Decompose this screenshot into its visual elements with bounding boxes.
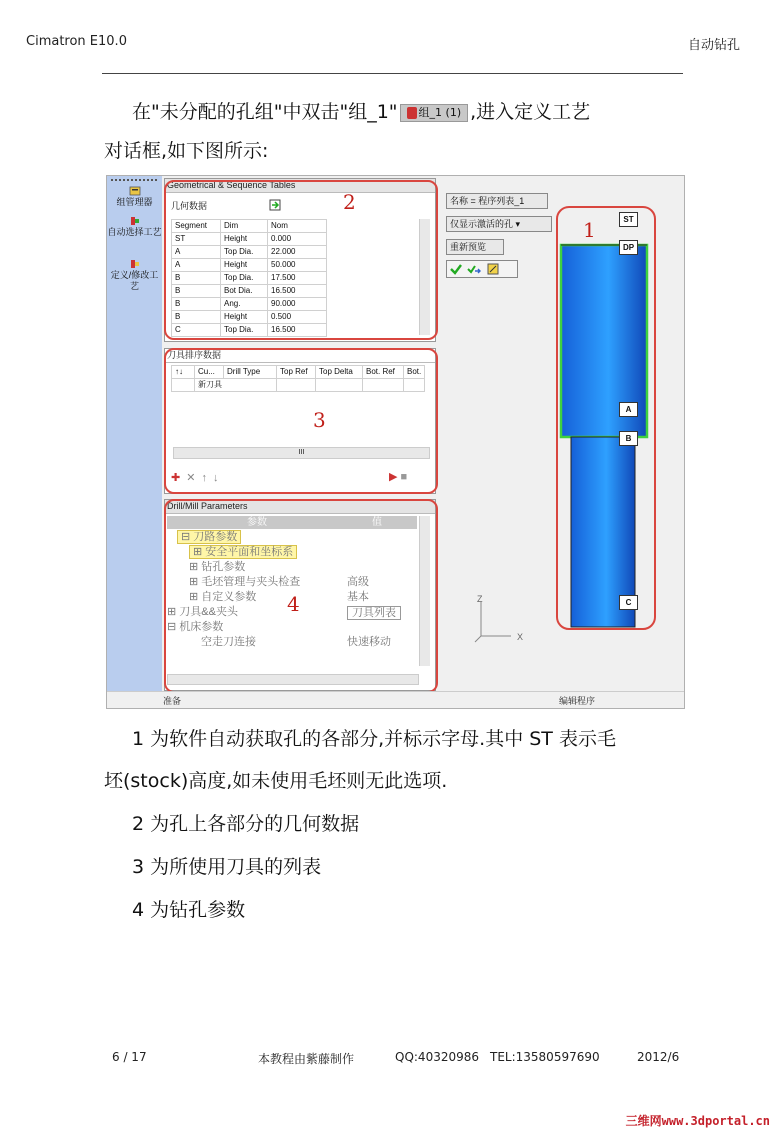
geometry-subtitle: 几何数据 (171, 201, 208, 211)
table-cell[interactable]: A (172, 259, 221, 272)
move-down-icon[interactable]: ↓ (212, 472, 225, 484)
col-header: Drill Type (224, 366, 277, 379)
callout-3: 3 (313, 408, 326, 432)
table-cell[interactable]: B (172, 285, 221, 298)
geometry-panel-title: Geometrical & Sequence Tables (165, 179, 435, 193)
move-up-icon[interactable]: ↑ (201, 472, 213, 484)
footer-page: 6 / 17 (112, 1050, 147, 1064)
table-cell[interactable]: B (172, 298, 221, 311)
table-cell[interactable]: 17.500 (268, 272, 327, 285)
chevron-down-icon: ▾ (515, 219, 521, 229)
watermark-logo: 三维网www.3dportal.cn (625, 1114, 770, 1128)
table-cell[interactable]: Bot Dia. (221, 285, 268, 298)
ok-check-icon[interactable] (450, 263, 462, 275)
cimatron-dialog-screenshot (106, 175, 685, 709)
tag-a[interactable]: A (619, 402, 638, 417)
table-cell[interactable]: B (172, 311, 221, 324)
tool-hscrollbar[interactable]: III (173, 447, 430, 459)
tag-b[interactable]: B (619, 431, 638, 446)
table-cell[interactable]: 50.000 (268, 259, 327, 272)
item-4: 4 为钻孔参数 (132, 899, 246, 921)
callout-1: 1 (583, 218, 596, 242)
callout-4: 4 (287, 592, 300, 616)
param-value: 快速移动 (347, 636, 391, 648)
intro-line-1 (132, 97, 590, 124)
item-3: 3 为所使用刀具的列表 (132, 856, 322, 878)
status-bar (107, 691, 684, 709)
axis-z-label: Z (477, 594, 483, 604)
sidebar-item-auto-process[interactable] (107, 216, 162, 238)
intro-line-2: 对话框,如下图所示: (104, 140, 269, 162)
param-value: 基本 (347, 591, 369, 603)
table-cell[interactable]: 16.500 (268, 324, 327, 337)
table-cell[interactable]: C (172, 324, 221, 337)
table-cell[interactable]: 0.500 (268, 311, 327, 324)
define-process-icon (129, 259, 141, 269)
add-tool-icon[interactable]: ✚ (171, 472, 187, 484)
delete-tool-icon[interactable]: ✕ (186, 472, 202, 484)
sort-icons-cell[interactable]: ↑↓ (172, 366, 195, 379)
footer-date: 2012/6 (637, 1050, 680, 1064)
table-cell[interactable]: B (172, 272, 221, 285)
footer-author: 本教程由紫藤制作 (258, 1052, 355, 1066)
left-sidebar (107, 176, 162, 696)
callout-2: 2 (343, 190, 356, 214)
dropdown-value: 仅显示激活的孔 (450, 219, 514, 229)
table-cell[interactable]: Top Dia. (221, 246, 268, 259)
hole-filter-dropdown[interactable] (446, 216, 552, 232)
table-cell[interactable]: 0.000 (268, 233, 327, 246)
header-left: Cimatron E10.0 (26, 34, 127, 49)
repreview-button[interactable]: 重新预览 (446, 239, 504, 255)
intro-after: ,进入定义工艺 (470, 101, 591, 123)
axis-x-label: X (517, 632, 524, 642)
params-col-value: 值 (372, 517, 382, 528)
param-label: ⊞ 刀具&&夹头 (167, 606, 238, 618)
item-1-line-2: 坯(stock)高度,如未使用毛坯则无此选项. (104, 770, 448, 792)
status-right: 编辑程序 (559, 696, 596, 706)
table-cell[interactable]: Height (221, 259, 268, 272)
footer-qq: QQ:40320986 (395, 1050, 480, 1064)
param-label: 空走刀连接 (201, 636, 256, 648)
table-cell[interactable]: Height (221, 311, 268, 324)
col-header: Cu... (195, 366, 224, 379)
table-cell[interactable]: 22.000 (268, 246, 327, 259)
footer-tel: TEL:13580597690 (490, 1050, 600, 1064)
hole-preview (555, 203, 659, 633)
tool-export-icon[interactable]: ■ (400, 471, 408, 483)
table-cell[interactable]: 90.000 (268, 298, 327, 311)
group-manager-icon (129, 186, 141, 196)
col-header: Nom (268, 220, 327, 233)
status-left: 准备 (163, 696, 182, 706)
apply-check-icon[interactable] (467, 263, 481, 275)
item-2: 2 为孔上各部分的几何数据 (132, 813, 360, 835)
col-header: Top Ref (277, 366, 316, 379)
sidebar-grip (111, 179, 157, 183)
header-right: 自动钻孔 (688, 38, 741, 53)
table-cell[interactable]: Ang. (221, 298, 268, 311)
options-icon[interactable] (487, 263, 499, 275)
item-1-line-1: 1 为软件自动获取孔的各部分,并标示字母.其中 ST 表示毛 (132, 728, 616, 750)
param-label: ⊞ 钻孔参数 (189, 561, 246, 573)
program-name-field[interactable]: 名称 = 程序列表_1 (446, 193, 548, 209)
param-value: 高级 (347, 576, 369, 588)
tool-import-icon[interactable]: ▶ (389, 471, 398, 483)
param-label: ⊞ 安全平面和坐标系 (189, 545, 297, 559)
new-tool-cell[interactable]: 新刀具 (195, 379, 277, 392)
sidebar-item-group-manager[interactable] (107, 186, 162, 208)
tag-c[interactable]: C (619, 595, 638, 610)
table-cell[interactable]: A (172, 246, 221, 259)
group-chip-label: 组_1 (1) (418, 105, 462, 119)
col-header: Bot. (404, 366, 425, 379)
tag-st[interactable]: ST (619, 212, 638, 227)
table-cell[interactable]: Top Dia. (221, 324, 268, 337)
auto-process-icon (129, 216, 141, 226)
param-label: ⊞ 毛坯管理与夹头检查 (189, 576, 301, 588)
group-chip (400, 104, 469, 122)
col-header: Segment (172, 220, 221, 233)
sidebar-label: 自动选择工艺 (107, 227, 162, 237)
sidebar-label: 定义/修改工艺 (110, 270, 159, 291)
highlight-box-4 (164, 499, 438, 693)
col-header: Top Delta (316, 366, 363, 379)
col-header: Dim (221, 220, 268, 233)
highlight-box-2 (164, 180, 438, 340)
intro-before: 在"未分配的孔组"中双击"组_1" (132, 101, 398, 123)
col-header: Bot. Ref (363, 366, 404, 379)
param-label: ⊞ 自定义参数 (189, 591, 257, 603)
param-value[interactable]: 刀具列表 (347, 606, 401, 620)
header-divider (102, 73, 683, 74)
hole-group-icon (407, 107, 417, 119)
params-col-param: 参数 (247, 517, 267, 528)
table-cell[interactable]: ST (172, 233, 221, 246)
params-panel-title: Drill/Mill Parameters (165, 500, 435, 514)
table-cell[interactable]: Top Dia. (221, 272, 268, 285)
sidebar-item-define-process[interactable] (107, 259, 162, 292)
param-label: ⊟ 机床参数 (167, 621, 224, 633)
tag-dp[interactable]: DP (619, 240, 638, 255)
table-cell[interactable]: Height (221, 233, 268, 246)
tool-panel-title: 刀具排序数据 (165, 349, 435, 363)
action-buttons (446, 260, 518, 278)
highlight-box-3 (164, 348, 438, 494)
sidebar-label: 组管理器 (116, 197, 153, 207)
table-cell[interactable]: 16.500 (268, 285, 327, 298)
param-label: ⊟ 刀路参数 (177, 530, 241, 544)
